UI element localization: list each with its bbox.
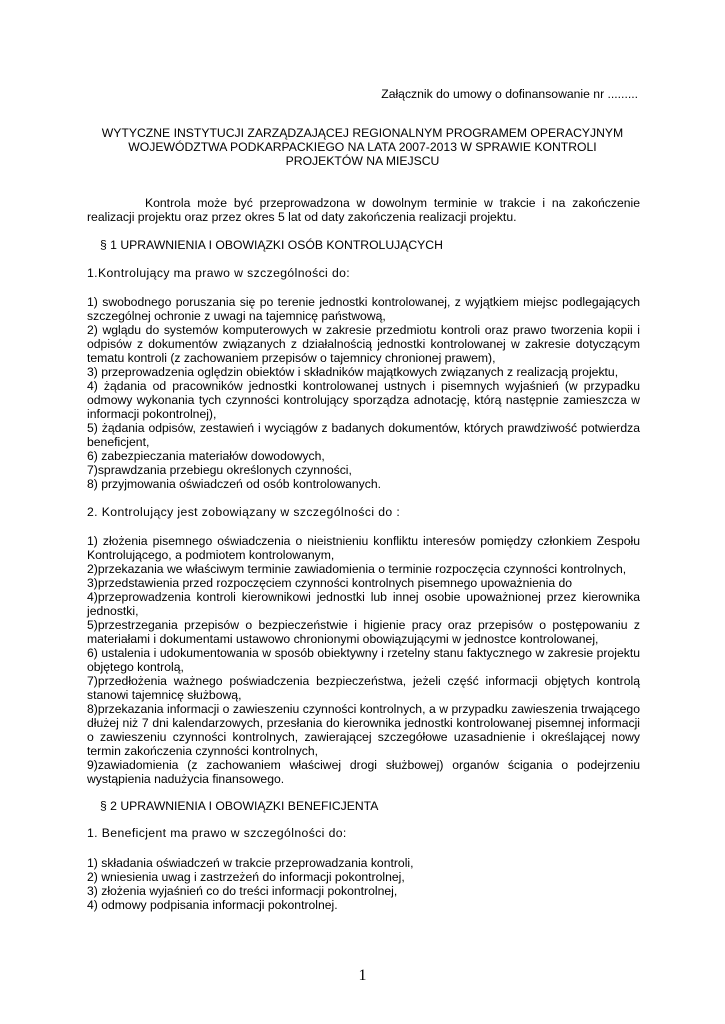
list-item: 1) składania oświadczeń w trakcie przeprowadzania kontroli, — [87, 856, 414, 870]
list-item: 2)przekazania we właściwym terminie zawiadomienia o terminie rozpoczęcia czynności kontrolnych, — [87, 562, 627, 576]
intro-paragraph: Kontrola może być przeprowadzona w dowolnym terminie w trakcie i na zakończenie realizacji projektu oraz przez okres 5 lat od daty zakończenia realizacji projektu. — [87, 196, 640, 224]
section-2-title: § 2 UPRAWNIENIA I OBOWIĄZKI BENEFICJENTA — [100, 799, 379, 813]
list-item: 3) złożenia wyjaśnień co do treści informacji pokontrolnej, — [87, 884, 398, 898]
title-line: PROJEKTÓW NA MIEJSCU — [285, 154, 440, 168]
list-item: 8)przekazania informacji o zawieszeniu czynności kontrolnych, a w przypadku zawieszenia trwającego dłużej niż 7 dni kalendarzowych, przesłania do kierownika jednostki kontrolowanej pisemnej informacji o zawieszeniu czynności kontrolnych, zawierającej szczegółowe uzasadnienie i określającej nowy termin zakończenia czynności kontrolnych, — [87, 702, 640, 758]
list-item: 3) przeprowadzenia oględzin obiektów i składników majątkowych związanych z realizacją projektu, — [87, 365, 619, 379]
list-item: 8) przyjmowania oświadczeń od osób kontrolowanych. — [87, 477, 382, 491]
list-item: 7)przedłożenia ważnego poświadczenia bezpieczeństwa, jeżeli część informacji objętych kontrolą stanowi tajemnicę służbową, — [87, 674, 640, 702]
duties-heading: 2. Kontrolujący jest zobowiązany w szczególności do : — [87, 505, 401, 519]
list-item: 3)przedstawienia przed rozpoczęciem czynności kontrolnych pisemnego upoważnienia do — [87, 576, 573, 590]
beneficiary-heading: 1. Beneficjent ma prawo w szczególności do: — [87, 826, 347, 840]
annex-note: Załącznik do umowy o dofinansowanie nr ......... — [381, 87, 638, 101]
list-item: 9)zawiadomienia (z zachowaniem właściwej drogi służbowej) organów ścigania o podejrzeniu wystąpienia nadużycia finansowego. — [87, 758, 640, 786]
document-title — [85, 126, 640, 168]
list-item: 4)przeprowadzenia kontroli kierownikowi jednostki lub innej osobie upoważnionej przez kierownika jednostki, — [87, 590, 640, 618]
list-item: 4) żądania od pracowników jednostki kontrolowanej ustnych i pisemnych wyjaśnień (w przypadku odmowy wykonania tych czynności kontrolujący sporządza adnotację, którą następnie zamieszcza w informacji pokontrolnej), — [87, 379, 640, 421]
list-item: 1) złożenia pisemnego oświadczenia o nieistnieniu konfliktu interesów pomiędzy członkiem Zespołu Kontrolującego, a podmiotem kontrolowanym, — [87, 534, 640, 562]
duties-list — [87, 534, 640, 786]
list-item: 6) zabezpieczania materiałów dowodowych, — [87, 449, 325, 463]
beneficiary-rights-list — [87, 856, 640, 912]
list-item: 2) wniesienia uwag i zastrzeżeń do informacji pokontrolnej, — [87, 870, 405, 884]
rights-heading: 1.Kontrolujący ma prawo w szczególności do: — [87, 266, 351, 280]
list-item: 7)sprawdzania przebiegu określonych czynności, — [87, 463, 352, 477]
title-line: WYTYCZNE INSTYTUCJI ZARZĄDZAJĄCEJ REGIONALNYM PROGRAMEM OPERACYJNYM — [101, 126, 624, 140]
list-item: 2) wglądu do systemów komputerowych w zakresie przedmiotu kontroli oraz prawo tworzenia kopii i odpisów z dokumentów związanych z działalnością jednostki kontrolowanej w zakresie dotyczącym tematu kontroli (z zachowaniem przepisów o tajemnicy chronionej prawem), — [87, 323, 640, 365]
list-item: 1) swobodnego poruszania się po terenie jednostki kontrolowanej, z wyjątkiem miejsc podlegających szczególnej ochronie z uwagi na tajemnicę państwową, — [87, 295, 640, 323]
section-1-title: § 1 UPRAWNIENIA I OBOWIĄZKI OSÓB KONTROLUJĄCYCH — [100, 238, 443, 252]
list-item: 5)przestrzegania przepisów o bezpieczeństwie i higienie pracy oraz przepisów o postępowaniu z materiałami i dokumentami ustawowo chronionymi obowiązującymi w jednostce kontrolowanej, — [87, 618, 640, 646]
list-item: 6) ustalenia i udokumentowania w sposób obiektywny i rzetelny stanu faktycznego w zakresie projektu objętego kontrolą, — [87, 646, 640, 674]
list-item: 4) odmowy podpisania informacji pokontrolnej. — [87, 898, 338, 912]
list-item: 5) żądania odpisów, zestawień i wyciągów z badanych dokumentów, których prawdziwość potwierdza beneficjent, — [87, 421, 640, 449]
title-line: WOJEWÓDZTWA PODKARPACKIEGO NA LATA 2007-2013 W SPRAWIE KONTROLI — [128, 140, 597, 154]
rights-list — [87, 295, 640, 491]
page-number: 1 — [358, 967, 367, 984]
